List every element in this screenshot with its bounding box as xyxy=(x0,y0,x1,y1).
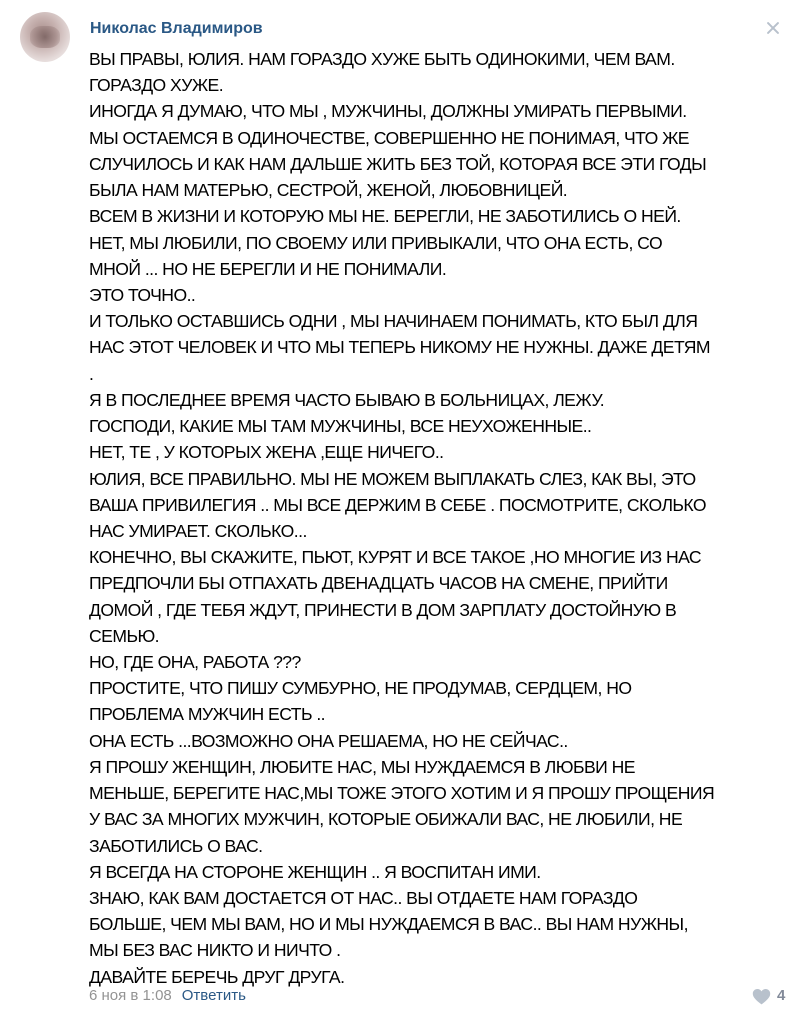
comment-text-line: . xyxy=(89,363,94,384)
avatar-photo xyxy=(30,26,60,48)
comment-text-line: Я ПРОШУ ЖЕНЩИН, ЛЮБИТЕ НАС, МЫ НУЖДАЕМСЯ В ЛЮБВИ НЕ xyxy=(89,756,635,777)
comment-text-line: НАС УМИРАЕТ. СКОЛЬКО... xyxy=(89,520,307,541)
comment-text-line: ГОРАЗДО ХУЖЕ. xyxy=(89,75,224,96)
comment-text-line: СЕМЬЮ. xyxy=(89,625,160,646)
avatar[interactable] xyxy=(20,12,70,62)
comment-text-line: ДОМОЙ , ГДЕ ТЕБЯ ЖДУТ, ПРИНЕСТИ В ДОМ ЗАРПЛАТУ ДОСТОЙНУЮ В xyxy=(89,599,677,620)
comment-text xyxy=(89,46,801,990)
comment-text-line: И ТОЛЬКО ОСТАВШИСЬ ОДНИ , МЫ НАЧИНАЕМ ПОНИМАТЬ, КТО БЫЛ ДЛЯ xyxy=(89,311,698,332)
comment-text-line: НЕТ, ТЕ , У КОТОРЫХ ЖЕНА ,ЕЩЕ НИЧЕГО.. xyxy=(89,442,444,463)
heart-icon xyxy=(752,988,771,1005)
like-button[interactable] xyxy=(752,986,785,1006)
comment-text-line: БЫЛА НАМ МАТЕРЬЮ, СЕСТРОЙ, ЖЕНОЙ, ЛЮБОВНИЦЕЙ. xyxy=(89,180,568,201)
comment-text-line: МЫ БЕЗ ВАС НИКТО И НИЧТО . xyxy=(89,940,341,961)
comment-text-line: НЕТ, МЫ ЛЮБИЛИ, ПО СВОЕМУ ИЛИ ПРИВЫКАЛИ, ЧТО ОНА ЕСТЬ, СО xyxy=(89,232,663,253)
comment-text-line: ВАША ПРИВИЛЕГИЯ .. МЫ ВСЕ ДЕРЖИМ В СЕБЕ . ПОСМОТРИТЕ, СКОЛЬКО xyxy=(89,494,707,515)
comment-text-line: СЛУЧИЛОСЬ И КАК НАМ ДАЛЬШЕ ЖИТЬ БЕЗ ТОЙ, КОТОРАЯ ВСЕ ЭТИ ГОДЫ xyxy=(89,153,707,174)
comment-text-line: МЫ ОСТАЕМСЯ В ОДИНОЧЕСТВЕ, СОВЕРШЕННО НЕ ПОНИМАЯ, ЧТО ЖЕ xyxy=(89,127,689,148)
comment-footer xyxy=(89,986,246,1006)
comment-text-line: У ВАС ЗА МНОГИХ МУЖЧИН, КОТОРЫЕ ОБИЖАЛИ ВАС, НЕ ЛЮБИЛИ, НЕ xyxy=(89,809,683,830)
comment-date[interactable]: 6 ноя в 1:08 xyxy=(89,987,172,1004)
like-count: 4 xyxy=(777,987,786,1004)
close-icon[interactable] xyxy=(765,20,781,36)
comment-text-line: ЭТО ТОЧНО.. xyxy=(89,284,196,305)
comment-text-line: ЗНАЮ, КАК ВАМ ДОСТАЕТСЯ ОТ НАС.. ВЫ ОТДАЕТЕ НАМ ГОРАЗДО xyxy=(89,888,638,908)
comment-text-line: Я ВСЕГДА НА СТОРОНЕ ЖЕНЩИН .. Я ВОСПИТАН ИМИ. xyxy=(89,861,541,882)
comment-text-line: БОЛЬШЕ, ЧЕМ МЫ ВАМ, НО И МЫ НУЖДАЕМСЯ В ВАС.. ВЫ НАМ НУЖНЫ, xyxy=(89,914,688,935)
comment-text-line: НАС ЭТОТ ЧЕЛОВЕК И ЧТО МЫ ТЕПЕРЬ НИКОМУ НЕ НУЖНЫ. ДАЖЕ ДЕТЯМ xyxy=(89,337,711,358)
comment-text-line: МНОЙ ... НО НЕ БЕРЕГЛИ И НЕ ПОНИМАЛИ. xyxy=(89,258,447,279)
author-name[interactable]: Николас Владимиров xyxy=(90,20,263,37)
comment-text-line: ИНОГДА Я ДУМАЮ, ЧТО МЫ , МУЖЧИНЫ, ДОЛЖНЫ УМИРАТЬ ПЕРВЫМИ. xyxy=(89,101,687,122)
comment-text-line: ОНА ЕСТЬ ...ВОЗМОЖНО ОНА РЕШАЕМА, НО НЕ СЕЙЧАС.. xyxy=(89,730,568,751)
comment-text-line: ДАВАЙТЕ БЕРЕЧЬ ДРУГ ДРУГА. xyxy=(89,966,345,987)
comment-text-line: Я В ПОСЛЕДНЕЕ ВРЕМЯ ЧАСТО БЫВАЮ В БОЛЬНИЦАХ, ЛЕЖУ. xyxy=(89,389,605,410)
comment-text-line: ВЫ ПРАВЫ, ЮЛИЯ. НАМ ГОРАЗДО ХУЖЕ БЫТЬ ОДИНОКИМИ, ЧЕМ ВАМ. xyxy=(89,49,675,69)
comment-text-line: ПРОСТИТЕ, ЧТО ПИШУ СУМБУРНО, НЕ ПРОДУМАВ, СЕРДЦЕМ, НО xyxy=(89,678,632,699)
comment-text-line: НО, ГДЕ ОНА, РАБОТА ??? xyxy=(89,652,301,673)
comment-text-line: ПРОБЛЕМА МУЖЧИН ЕСТЬ .. xyxy=(89,704,325,725)
comment-text-line: ГОСПОДИ, КАКИЕ МЫ ТАМ МУЖЧИНЫ, ВСЕ НЕУХОЖЕННЫЕ.. xyxy=(89,416,592,437)
comment-text-line: МЕНЬШЕ, БЕРЕГИТЕ НАС,МЫ ТОЖЕ ЭТОГО ХОТИМ И Я ПРОШУ ПРОЩЕНИЯ xyxy=(89,783,715,804)
comment-text-line: ЮЛИЯ, ВСЕ ПРАВИЛЬНО. МЫ НЕ МОЖЕМ ВЫПЛАКАТЬ СЛЕЗ, КАК ВЫ, ЭТО xyxy=(89,468,696,489)
comment-text-line: ВСЕМ В ЖИЗНИ И КОТОРУЮ МЫ НЕ. БЕРЕГЛИ, НЕ ЗАБОТИЛИСЬ О НЕЙ. xyxy=(89,206,681,227)
reply-button[interactable]: Ответить xyxy=(181,987,246,1004)
comment-text-line: ЗАБОТИЛИСЬ О ВАС. xyxy=(89,835,263,856)
comment-text-line: КОНЕЧНО, ВЫ СКАЖИТЕ, ПЬЮТ, КУРЯТ И ВСЕ ТАКОЕ ,НО МНОГИЕ ИЗ НАС xyxy=(89,547,702,568)
comment-text-line: ПРЕДПОЧЛИ БЫ ОТПАХАТЬ ДВЕНАДЦАТЬ ЧАСОВ НА СМЕНЕ, ПРИЙТИ xyxy=(89,573,668,594)
